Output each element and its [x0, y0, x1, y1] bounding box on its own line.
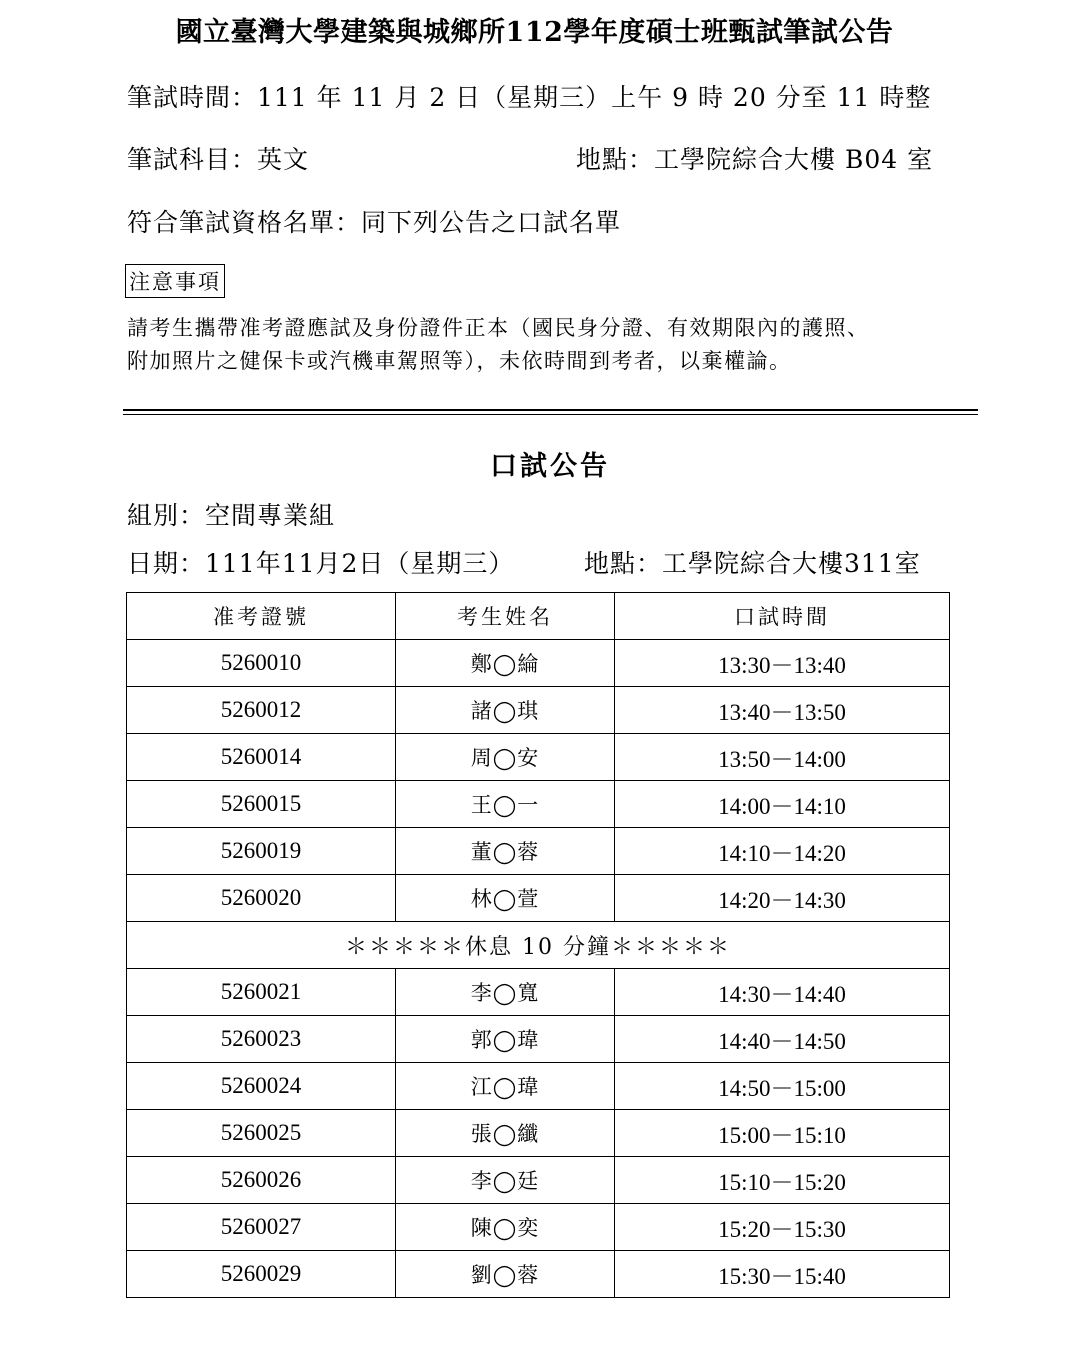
exam-number-cell: 5260014	[127, 734, 396, 781]
oral-exam-schedule-table	[126, 592, 950, 1298]
break-row	[127, 922, 950, 969]
written-exam-subject: 筆試科目：英文	[127, 145, 310, 174]
notice-line-1: 請考生攜帶准考證應試及身份證件正本（國民身分證、有效期限內的護照、	[127, 316, 870, 340]
interview-time-cell: 15:10－15:20	[615, 1157, 950, 1204]
interview-time-cell: 14:50－15:00	[615, 1063, 950, 1110]
header-exam-number: 准考證號	[127, 593, 396, 640]
candidate-name-cell: 鄭◯綸	[396, 640, 615, 687]
candidate-name-cell: 江◯瑋	[396, 1063, 615, 1110]
eligibility-list-note: 符合筆試資格名單：同下列公告之口試名單	[127, 208, 622, 237]
oral-exam-group: 組別：空間專業組	[127, 501, 336, 530]
exam-number-cell: 5260024	[127, 1063, 396, 1110]
interview-time-cell: 14:30－14:40	[615, 969, 950, 1016]
exam-number-cell: 5260019	[127, 828, 396, 875]
candidate-name-cell: 董◯蓉	[396, 828, 615, 875]
table-row	[127, 875, 950, 922]
candidate-name-cell: 李◯廷	[396, 1157, 615, 1204]
interview-time-cell: 13:50－14:00	[615, 734, 950, 781]
interview-time-cell: 14:10－14:20	[615, 828, 950, 875]
candidate-name-cell: 諸◯琪	[396, 687, 615, 734]
table-row	[127, 687, 950, 734]
table-row	[127, 1016, 950, 1063]
oral-exam-location: 地點：工學院綜合大樓311室	[584, 549, 921, 578]
table-row	[127, 969, 950, 1016]
header-candidate-name: 考生姓名	[396, 593, 615, 640]
candidate-name-cell: 張◯纖	[396, 1110, 615, 1157]
table-row	[127, 828, 950, 875]
page-title: 國立臺灣大學建築與城鄉所112學年度碩士班甄試筆試公告	[175, 17, 894, 48]
interview-time-cell: 15:00－15:10	[615, 1110, 950, 1157]
break-notice: ＊＊＊＊＊休息 10 分鐘＊＊＊＊＊	[127, 922, 950, 969]
candidate-name-cell: 林◯萱	[396, 875, 615, 922]
notice-text	[127, 312, 957, 378]
written-exam-location: 地點：工學院綜合大樓 B04 室	[576, 145, 934, 174]
candidate-name-cell: 李◯寬	[396, 969, 615, 1016]
exam-number-cell: 5260021	[127, 969, 396, 1016]
table-row	[127, 1251, 950, 1298]
interview-time-cell: 15:30－15:40	[615, 1251, 950, 1298]
table-header-row	[127, 593, 950, 640]
candidate-name-cell: 陳◯奕	[396, 1204, 615, 1251]
exam-number-cell: 5260029	[127, 1251, 396, 1298]
exam-number-cell: 5260025	[127, 1110, 396, 1157]
table-row	[127, 734, 950, 781]
section-divider	[123, 409, 978, 415]
notice-label: 注意事項	[125, 264, 225, 298]
interview-time-cell: 13:30－13:40	[615, 640, 950, 687]
header-interview-time: 口試時間	[615, 593, 950, 640]
exam-number-cell: 5260010	[127, 640, 396, 687]
exam-number-cell: 5260023	[127, 1016, 396, 1063]
exam-number-cell: 5260026	[127, 1157, 396, 1204]
interview-time-cell: 14:00－14:10	[615, 781, 950, 828]
candidate-name-cell: 王◯一	[396, 781, 615, 828]
notice-line-2: 附加照片之健保卡或汽機車駕照等），未依時間到考者，以棄權論。	[127, 349, 792, 373]
table-row	[127, 1157, 950, 1204]
interview-time-cell: 14:40－14:50	[615, 1016, 950, 1063]
candidate-name-cell: 劉◯蓉	[396, 1251, 615, 1298]
exam-number-cell: 5260020	[127, 875, 396, 922]
written-exam-time: 筆試時間：111 年 11 月 2 日（星期三）上午 9 時 20 分至 11 時整	[127, 83, 932, 112]
exam-number-cell: 5260027	[127, 1204, 396, 1251]
table-row	[127, 781, 950, 828]
interview-time-cell: 13:40－13:50	[615, 687, 950, 734]
oral-exam-date: 日期：111年11月2日（星期三）	[127, 549, 515, 578]
exam-number-cell: 5260012	[127, 687, 396, 734]
candidate-name-cell: 周◯安	[396, 734, 615, 781]
oral-exam-title: 口試公告	[490, 451, 610, 482]
table-row	[127, 1110, 950, 1157]
table-row	[127, 1204, 950, 1251]
interview-time-cell: 15:20－15:30	[615, 1204, 950, 1251]
table-row	[127, 640, 950, 687]
candidate-name-cell: 郭◯瑋	[396, 1016, 615, 1063]
exam-number-cell: 5260015	[127, 781, 396, 828]
table-row	[127, 1063, 950, 1110]
interview-time-cell: 14:20－14:30	[615, 875, 950, 922]
